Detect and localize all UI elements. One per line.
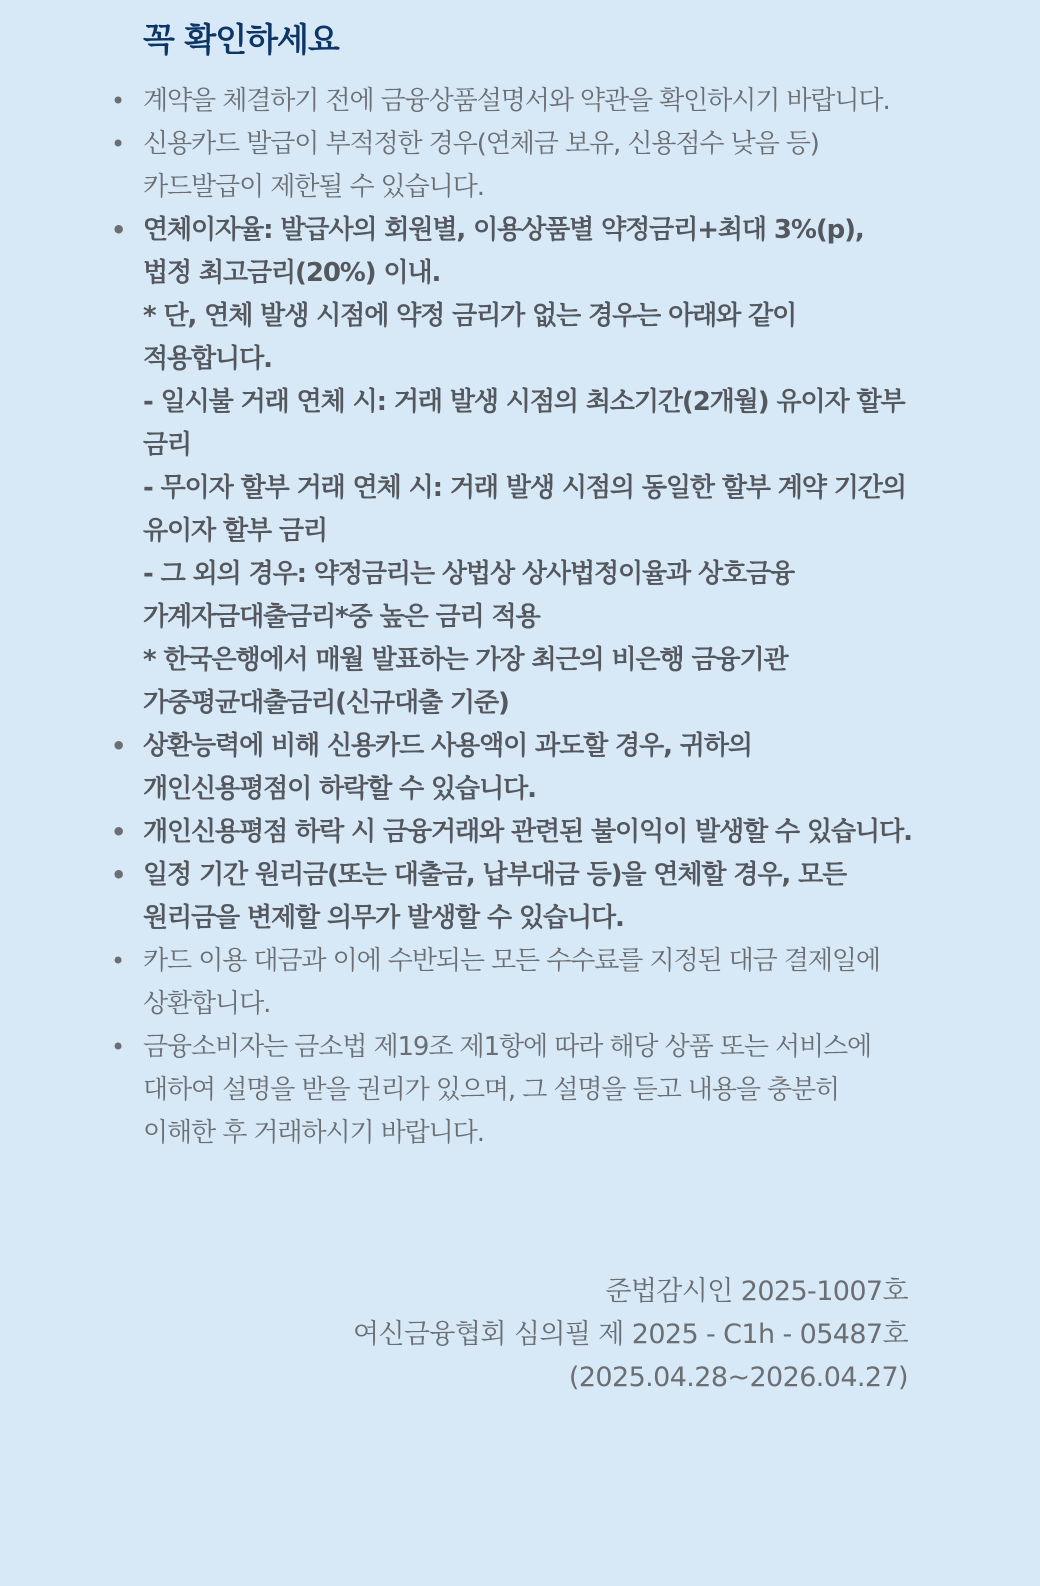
list-item-text: 개인신용평점 하락 시 금융거래와 관련된 불이익이 발생할 수 있습니다. xyxy=(143,817,912,847)
approval-footer xyxy=(353,1270,908,1399)
list-item xyxy=(0,80,1040,123)
bullet-icon: • xyxy=(111,1033,125,1061)
bullet-icon: • xyxy=(111,216,126,244)
list-item-text: 카드 이용 대금과 이에 수반되는 모든 수수료를 지정된 대금 결제일에 상환합니다. xyxy=(143,946,880,1019)
list-item xyxy=(0,854,1040,940)
list-item-text: 금융소비자는 금소법 제19조 제1항에 따라 해당 상품 또는 서비스에 대하여 설명을 받을 권리가 있으며, 그 설명을 듣고 내용을 충분히 이해한 후 거래하시기 바랍니다. xyxy=(143,1032,872,1148)
list-item-subtext: * 한국은행에서 매월 발표하는 가장 최근의 비은행 금융기관 가중평균대출금리(신규대출 기준) xyxy=(143,645,788,718)
list-item-subtext: * 단, 연체 발생 시점에 약정 금리가 없는 경우는 아래와 같이 적용합니다. xyxy=(143,301,797,374)
bullet-icon: • xyxy=(111,130,125,158)
list-item-text: 상환능력에 비해 신용카드 사용액이 과도할 경우, 귀하의 개인신용평점이 하락할 수 있습니다. xyxy=(143,731,752,804)
notice-title: 꼭 확인하세요 xyxy=(143,20,339,59)
list-item xyxy=(0,1026,1040,1155)
list-item xyxy=(0,725,1040,811)
list-item xyxy=(0,940,1040,1026)
list-item-text: 계약을 체결하기 전에 금융상품설명서와 약관을 확인하시기 바랍니다. xyxy=(143,86,890,116)
notice-list xyxy=(0,80,1040,1155)
compliance-number: 준법감시인 2025-1007호 xyxy=(605,1276,908,1307)
list-item-text: 일정 기간 원리금(또는 대출금, 납부대금 등)을 연체할 경우, 모든 원리금을 변제할 의무가 발생할 수 있습니다. xyxy=(143,860,847,933)
list-item-text: 신용카드 발급이 부적정한 경우(연체금 보유, 신용점수 낮음 등) 카드발급이 제한될 수 있습니다. xyxy=(143,129,819,202)
bullet-icon: • xyxy=(111,861,126,889)
bullet-icon: • xyxy=(111,87,125,115)
bullet-icon: • xyxy=(111,947,125,975)
bullet-icon: • xyxy=(111,732,126,760)
list-item xyxy=(0,123,1040,209)
list-item xyxy=(0,209,1040,725)
list-item-text: 연체이자율: 발급사의 회원별, 이용상품별 약정금리+최대 3%(p), 법정 최고금리(20%) 이내. xyxy=(143,215,864,288)
review-number: 여신금융협회 심의필 제 2025 - C1h - 05487호 xyxy=(352,1319,908,1350)
list-item-subtext: - 무이자 할부 거래 연체 시: 거래 발생 시점의 동일한 할부 계약 기간의 유이자 할부 금리 xyxy=(143,473,906,546)
list-item-subtext: - 일시불 거래 연체 시: 거래 발생 시점의 최소기간(2개월) 유이자 할부 금리 xyxy=(143,387,905,460)
list-item-subtext: - 그 외의 경우: 약정금리는 상법상 상사법정이율과 상호금융 가계자금대출금리*중 높은 금리 적용 xyxy=(143,559,795,632)
validity-period: (2025.04.28~2026.04.27) xyxy=(568,1362,908,1393)
bullet-icon: • xyxy=(111,818,126,846)
list-item xyxy=(0,811,1040,854)
